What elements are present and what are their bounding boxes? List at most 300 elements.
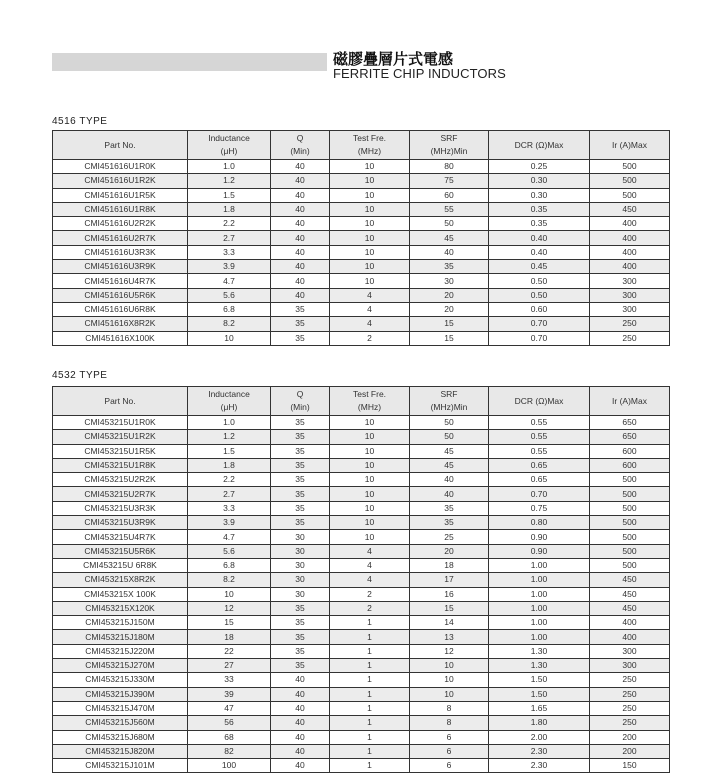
- cell-dcr-max: 0.50: [489, 274, 590, 288]
- table-row: [53, 288, 670, 302]
- cell-q-min: 40: [271, 174, 330, 188]
- cell-q-min: 40: [271, 744, 330, 758]
- table-row: [53, 659, 670, 673]
- col-header-q: Q (Min): [271, 387, 330, 416]
- cell-dcr-max: 0.70: [489, 317, 590, 331]
- cell-ir-max: 300: [590, 274, 670, 288]
- table-row: [53, 317, 670, 331]
- cell-srf: 35: [410, 260, 489, 274]
- cell-q-min: 35: [271, 630, 330, 644]
- table-row: [53, 644, 670, 658]
- cell-srf: 50: [410, 430, 489, 444]
- cell-ir-max: 400: [590, 231, 670, 245]
- cell-q-min: 40: [271, 231, 330, 245]
- col-header-ir: Ir (A)Max: [590, 387, 670, 416]
- table-row: [53, 331, 670, 345]
- cell-part-no: CMI453215U1R2K: [53, 430, 188, 444]
- cell-srf: 20: [410, 302, 489, 316]
- section-label-4516: 4516 TYPE: [52, 116, 108, 127]
- cell-ir-max: 250: [590, 317, 670, 331]
- cell-part-no: CMI451616U2R2K: [53, 217, 188, 231]
- cell-test-freq: 10: [330, 430, 410, 444]
- table-row: [53, 616, 670, 630]
- cell-srf: 12: [410, 644, 489, 658]
- cell-srf: 13: [410, 630, 489, 644]
- cell-q-min: 35: [271, 516, 330, 530]
- cell-srf: 35: [410, 516, 489, 530]
- cell-test-freq: 10: [330, 473, 410, 487]
- cell-ir-max: 250: [590, 716, 670, 730]
- cell-q-min: 40: [271, 217, 330, 231]
- cell-q-min: 30: [271, 530, 330, 544]
- cell-inductance: 1.8: [188, 202, 271, 216]
- cell-inductance: 18: [188, 630, 271, 644]
- cell-test-freq: 10: [330, 416, 410, 430]
- cell-dcr-max: 0.90: [489, 530, 590, 544]
- cell-srf: 40: [410, 245, 489, 259]
- cell-srf: 50: [410, 217, 489, 231]
- cell-part-no: CMI451616X8R2K: [53, 317, 188, 331]
- cell-inductance: 2.2: [188, 217, 271, 231]
- cell-dcr-max: 0.35: [489, 202, 590, 216]
- cell-srf: 6: [410, 730, 489, 744]
- cell-part-no: CMI453215J560M: [53, 716, 188, 730]
- cell-dcr-max: 1.00: [489, 630, 590, 644]
- table-row: [53, 487, 670, 501]
- cell-test-freq: 4: [330, 302, 410, 316]
- cell-inductance: 1.8: [188, 458, 271, 472]
- cell-dcr-max: 1.30: [489, 659, 590, 673]
- header-title-en: FERRITE CHIP INDUCTORS: [333, 66, 506, 81]
- header-bar: [52, 53, 327, 71]
- cell-ir-max: 250: [590, 687, 670, 701]
- cell-part-no: CMI451616U6R8K: [53, 302, 188, 316]
- cell-inductance: 5.6: [188, 544, 271, 558]
- table-row: [53, 744, 670, 758]
- cell-part-no: CMI453215X8R2K: [53, 573, 188, 587]
- cell-dcr-max: 0.65: [489, 473, 590, 487]
- cell-test-freq: 2: [330, 331, 410, 345]
- table-row: [53, 673, 670, 687]
- table-row: [53, 473, 670, 487]
- cell-ir-max: 450: [590, 202, 670, 216]
- cell-dcr-max: 0.60: [489, 302, 590, 316]
- cell-dcr-max: 0.55: [489, 430, 590, 444]
- table-row: [53, 716, 670, 730]
- cell-part-no: CMI453215J680M: [53, 730, 188, 744]
- cell-inductance: 3.9: [188, 516, 271, 530]
- cell-dcr-max: 0.45: [489, 260, 590, 274]
- col-header-dcr: DCR (Ω)Max: [489, 131, 590, 160]
- cell-test-freq: 10: [330, 501, 410, 515]
- cell-test-freq: 10: [330, 174, 410, 188]
- cell-part-no: CMI453215X120K: [53, 601, 188, 615]
- cell-ir-max: 200: [590, 744, 670, 758]
- cell-part-no: CMI451616U4R7K: [53, 274, 188, 288]
- cell-srf: 55: [410, 202, 489, 216]
- cell-part-no: CMI453215U5R6K: [53, 544, 188, 558]
- cell-ir-max: 200: [590, 730, 670, 744]
- table-4516: [52, 130, 670, 346]
- cell-q-min: 40: [271, 260, 330, 274]
- cell-inductance: 12: [188, 601, 271, 615]
- table-row: [53, 416, 670, 430]
- table-row: [53, 430, 670, 444]
- cell-ir-max: 300: [590, 659, 670, 673]
- cell-q-min: 35: [271, 501, 330, 515]
- cell-inductance: 4.7: [188, 274, 271, 288]
- cell-ir-max: 400: [590, 630, 670, 644]
- cell-srf: 30: [410, 274, 489, 288]
- cell-srf: 80: [410, 160, 489, 174]
- cell-inductance: 1.2: [188, 430, 271, 444]
- cell-inductance: 100: [188, 759, 271, 773]
- cell-q-min: 40: [271, 716, 330, 730]
- cell-ir-max: 600: [590, 458, 670, 472]
- cell-dcr-max: 0.35: [489, 217, 590, 231]
- header-title-cn: 磁膠疊層片式電感: [333, 50, 454, 68]
- section-label-4532: 4532 TYPE: [52, 370, 108, 381]
- cell-test-freq: 1: [330, 644, 410, 658]
- cell-test-freq: 4: [330, 558, 410, 572]
- cell-test-freq: 1: [330, 701, 410, 715]
- cell-q-min: 40: [271, 673, 330, 687]
- col-header-inductance: Inductance (μH): [188, 131, 271, 160]
- col-header-dcr: DCR (Ω)Max: [489, 387, 590, 416]
- cell-ir-max: 500: [590, 487, 670, 501]
- cell-q-min: 40: [271, 202, 330, 216]
- cell-test-freq: 10: [330, 516, 410, 530]
- col-header-srf: SRF (MHz)Min: [410, 131, 489, 160]
- table-row: [53, 573, 670, 587]
- cell-inductance: 3.9: [188, 260, 271, 274]
- cell-inductance: 8.2: [188, 573, 271, 587]
- table-row: [53, 217, 670, 231]
- cell-inductance: 3.3: [188, 501, 271, 515]
- cell-dcr-max: 1.00: [489, 616, 590, 630]
- table-row: [53, 587, 670, 601]
- cell-part-no: CMI453215J180M: [53, 630, 188, 644]
- cell-inductance: 4.7: [188, 530, 271, 544]
- cell-dcr-max: 1.50: [489, 673, 590, 687]
- cell-q-min: 30: [271, 587, 330, 601]
- cell-part-no: CMI451616U1R2K: [53, 174, 188, 188]
- cell-q-min: 40: [271, 160, 330, 174]
- cell-dcr-max: 0.55: [489, 416, 590, 430]
- cell-ir-max: 400: [590, 245, 670, 259]
- cell-ir-max: 650: [590, 416, 670, 430]
- cell-inductance: 1.0: [188, 160, 271, 174]
- table-row: [53, 458, 670, 472]
- table-row: [53, 759, 670, 773]
- table-row: [53, 174, 670, 188]
- cell-test-freq: 4: [330, 544, 410, 558]
- cell-inductance: 33: [188, 673, 271, 687]
- table-row: [53, 274, 670, 288]
- cell-q-min: 35: [271, 487, 330, 501]
- cell-part-no: CMI453215J101M: [53, 759, 188, 773]
- cell-q-min: 30: [271, 544, 330, 558]
- cell-part-no: CMI453215U2R7K: [53, 487, 188, 501]
- cell-ir-max: 500: [590, 174, 670, 188]
- cell-dcr-max: 0.80: [489, 516, 590, 530]
- cell-inductance: 2.2: [188, 473, 271, 487]
- cell-q-min: 40: [271, 245, 330, 259]
- cell-q-min: 35: [271, 601, 330, 615]
- cell-dcr-max: 0.40: [489, 231, 590, 245]
- cell-dcr-max: 0.75: [489, 501, 590, 515]
- cell-srf: 45: [410, 458, 489, 472]
- cell-ir-max: 400: [590, 217, 670, 231]
- col-header-test-freq: Test Fre. (MHz): [330, 387, 410, 416]
- cell-q-min: 30: [271, 573, 330, 587]
- cell-part-no: CMI453215J220M: [53, 644, 188, 658]
- cell-inductance: 39: [188, 687, 271, 701]
- table-row: [53, 544, 670, 558]
- cell-dcr-max: 1.50: [489, 687, 590, 701]
- cell-part-no: CMI453215U3R3K: [53, 501, 188, 515]
- cell-srf: 10: [410, 673, 489, 687]
- cell-ir-max: 450: [590, 573, 670, 587]
- cell-test-freq: 10: [330, 160, 410, 174]
- cell-test-freq: 1: [330, 716, 410, 730]
- cell-test-freq: 1: [330, 730, 410, 744]
- cell-test-freq: 10: [330, 202, 410, 216]
- cell-srf: 20: [410, 288, 489, 302]
- cell-q-min: 35: [271, 302, 330, 316]
- table-row: [53, 302, 670, 316]
- cell-srf: 40: [410, 487, 489, 501]
- cell-dcr-max: 2.30: [489, 744, 590, 758]
- cell-inductance: 10: [188, 331, 271, 345]
- cell-srf: 15: [410, 601, 489, 615]
- table-row: [53, 188, 670, 202]
- cell-ir-max: 400: [590, 616, 670, 630]
- cell-ir-max: 300: [590, 644, 670, 658]
- cell-inductance: 82: [188, 744, 271, 758]
- cell-part-no: CMI453215U4R7K: [53, 530, 188, 544]
- cell-dcr-max: 1.80: [489, 716, 590, 730]
- cell-test-freq: 10: [330, 487, 410, 501]
- col-header-q: Q (Min): [271, 131, 330, 160]
- cell-srf: 35: [410, 501, 489, 515]
- cell-test-freq: 10: [330, 245, 410, 259]
- cell-srf: 15: [410, 317, 489, 331]
- cell-q-min: 30: [271, 558, 330, 572]
- cell-test-freq: 1: [330, 616, 410, 630]
- cell-part-no: CMI453215J330M: [53, 673, 188, 687]
- cell-dcr-max: 2.30: [489, 759, 590, 773]
- cell-q-min: 40: [271, 687, 330, 701]
- cell-part-no: CMI451616U3R3K: [53, 245, 188, 259]
- cell-dcr-max: 2.00: [489, 730, 590, 744]
- cell-q-min: 35: [271, 317, 330, 331]
- cell-srf: 50: [410, 416, 489, 430]
- cell-test-freq: 4: [330, 573, 410, 587]
- cell-q-min: 35: [271, 458, 330, 472]
- cell-ir-max: 500: [590, 473, 670, 487]
- cell-ir-max: 300: [590, 302, 670, 316]
- table-row: [53, 530, 670, 544]
- cell-ir-max: 250: [590, 701, 670, 715]
- cell-dcr-max: 0.25: [489, 160, 590, 174]
- cell-ir-max: 500: [590, 516, 670, 530]
- cell-dcr-max: 1.00: [489, 601, 590, 615]
- table-row: [53, 231, 670, 245]
- cell-part-no: CMI453215U3R9K: [53, 516, 188, 530]
- cell-part-no: CMI451616U1R5K: [53, 188, 188, 202]
- table-4532: [52, 386, 670, 773]
- cell-q-min: 40: [271, 274, 330, 288]
- col-header-test-freq: Test Fre. (MHz): [330, 131, 410, 160]
- cell-ir-max: 500: [590, 530, 670, 544]
- cell-inductance: 2.7: [188, 231, 271, 245]
- cell-test-freq: 4: [330, 288, 410, 302]
- cell-part-no: CMI453215X 100K: [53, 587, 188, 601]
- cell-inductance: 6.8: [188, 558, 271, 572]
- cell-q-min: 35: [271, 416, 330, 430]
- cell-inductance: 1.2: [188, 174, 271, 188]
- cell-test-freq: 10: [330, 458, 410, 472]
- cell-inductance: 56: [188, 716, 271, 730]
- cell-q-min: 40: [271, 701, 330, 715]
- cell-q-min: 40: [271, 288, 330, 302]
- cell-part-no: CMI451616U2R7K: [53, 231, 188, 245]
- cell-srf: 8: [410, 716, 489, 730]
- cell-part-no: CMI453215U1R0K: [53, 416, 188, 430]
- cell-srf: 45: [410, 231, 489, 245]
- cell-ir-max: 250: [590, 673, 670, 687]
- table-row: [53, 501, 670, 515]
- table-row: [53, 160, 670, 174]
- cell-ir-max: 600: [590, 444, 670, 458]
- table-row: [53, 558, 670, 572]
- cell-q-min: 35: [271, 444, 330, 458]
- cell-inductance: 3.3: [188, 245, 271, 259]
- cell-q-min: 40: [271, 730, 330, 744]
- cell-inductance: 1.5: [188, 188, 271, 202]
- cell-part-no: CMI451616U3R9K: [53, 260, 188, 274]
- cell-part-no: CMI453215U1R5K: [53, 444, 188, 458]
- cell-part-no: CMI453215U2R2K: [53, 473, 188, 487]
- col-header-srf: SRF (MHz)Min: [410, 387, 489, 416]
- cell-inductance: 5.6: [188, 288, 271, 302]
- cell-test-freq: 10: [330, 274, 410, 288]
- cell-ir-max: 450: [590, 587, 670, 601]
- cell-srf: 15: [410, 331, 489, 345]
- cell-test-freq: 10: [330, 188, 410, 202]
- cell-inductance: 10: [188, 587, 271, 601]
- cell-inductance: 68: [188, 730, 271, 744]
- cell-dcr-max: 0.50: [489, 288, 590, 302]
- cell-ir-max: 650: [590, 430, 670, 444]
- cell-dcr-max: 1.00: [489, 558, 590, 572]
- cell-inductance: 6.8: [188, 302, 271, 316]
- cell-srf: 40: [410, 473, 489, 487]
- cell-part-no: CMI453215J390M: [53, 687, 188, 701]
- col-header-inductance: Inductance (μH): [188, 387, 271, 416]
- cell-ir-max: 400: [590, 260, 670, 274]
- cell-test-freq: 10: [330, 530, 410, 544]
- cell-test-freq: 1: [330, 673, 410, 687]
- table-row: [53, 687, 670, 701]
- table-row: [53, 260, 670, 274]
- cell-ir-max: 450: [590, 601, 670, 615]
- table-row: [53, 630, 670, 644]
- cell-dcr-max: 0.30: [489, 188, 590, 202]
- cell-q-min: 35: [271, 644, 330, 658]
- col-header-ir: Ir (A)Max: [590, 131, 670, 160]
- cell-srf: 10: [410, 687, 489, 701]
- cell-dcr-max: 1.00: [489, 573, 590, 587]
- cell-test-freq: 10: [330, 231, 410, 245]
- cell-inductance: 15: [188, 616, 271, 630]
- cell-ir-max: 500: [590, 188, 670, 202]
- cell-dcr-max: 0.30: [489, 174, 590, 188]
- cell-dcr-max: 0.70: [489, 331, 590, 345]
- cell-part-no: CMI451616U1R8K: [53, 202, 188, 216]
- cell-q-min: 35: [271, 616, 330, 630]
- cell-srf: 75: [410, 174, 489, 188]
- cell-inductance: 27: [188, 659, 271, 673]
- cell-test-freq: 10: [330, 444, 410, 458]
- cell-srf: 10: [410, 659, 489, 673]
- cell-ir-max: 500: [590, 558, 670, 572]
- cell-q-min: 35: [271, 473, 330, 487]
- cell-q-min: 35: [271, 430, 330, 444]
- cell-srf: 6: [410, 744, 489, 758]
- cell-part-no: CMI451616U1R0K: [53, 160, 188, 174]
- cell-test-freq: 1: [330, 759, 410, 773]
- cell-test-freq: 1: [330, 659, 410, 673]
- cell-srf: 8: [410, 701, 489, 715]
- cell-dcr-max: 1.65: [489, 701, 590, 715]
- table-row: [53, 444, 670, 458]
- cell-srf: 16: [410, 587, 489, 601]
- cell-srf: 18: [410, 558, 489, 572]
- cell-test-freq: 1: [330, 630, 410, 644]
- cell-srf: 25: [410, 530, 489, 544]
- cell-part-no: CMI453215J820M: [53, 744, 188, 758]
- col-header-part: Part No.: [53, 387, 188, 416]
- cell-inductance: 8.2: [188, 317, 271, 331]
- cell-dcr-max: 0.65: [489, 458, 590, 472]
- cell-inductance: 2.7: [188, 487, 271, 501]
- cell-ir-max: 150: [590, 759, 670, 773]
- cell-q-min: 40: [271, 759, 330, 773]
- cell-inductance: 1.5: [188, 444, 271, 458]
- col-header-part: Part No.: [53, 131, 188, 160]
- table-row: [53, 516, 670, 530]
- cell-dcr-max: 0.55: [489, 444, 590, 458]
- cell-inductance: 1.0: [188, 416, 271, 430]
- cell-srf: 20: [410, 544, 489, 558]
- cell-inductance: 47: [188, 701, 271, 715]
- cell-test-freq: 4: [330, 317, 410, 331]
- cell-srf: 17: [410, 573, 489, 587]
- cell-dcr-max: 0.70: [489, 487, 590, 501]
- cell-test-freq: 10: [330, 217, 410, 231]
- cell-ir-max: 300: [590, 288, 670, 302]
- cell-inductance: 22: [188, 644, 271, 658]
- cell-q-min: 35: [271, 331, 330, 345]
- cell-srf: 14: [410, 616, 489, 630]
- cell-part-no: CMI453215J470M: [53, 701, 188, 715]
- table-row: [53, 245, 670, 259]
- cell-srf: 45: [410, 444, 489, 458]
- cell-ir-max: 500: [590, 544, 670, 558]
- cell-srf: 6: [410, 759, 489, 773]
